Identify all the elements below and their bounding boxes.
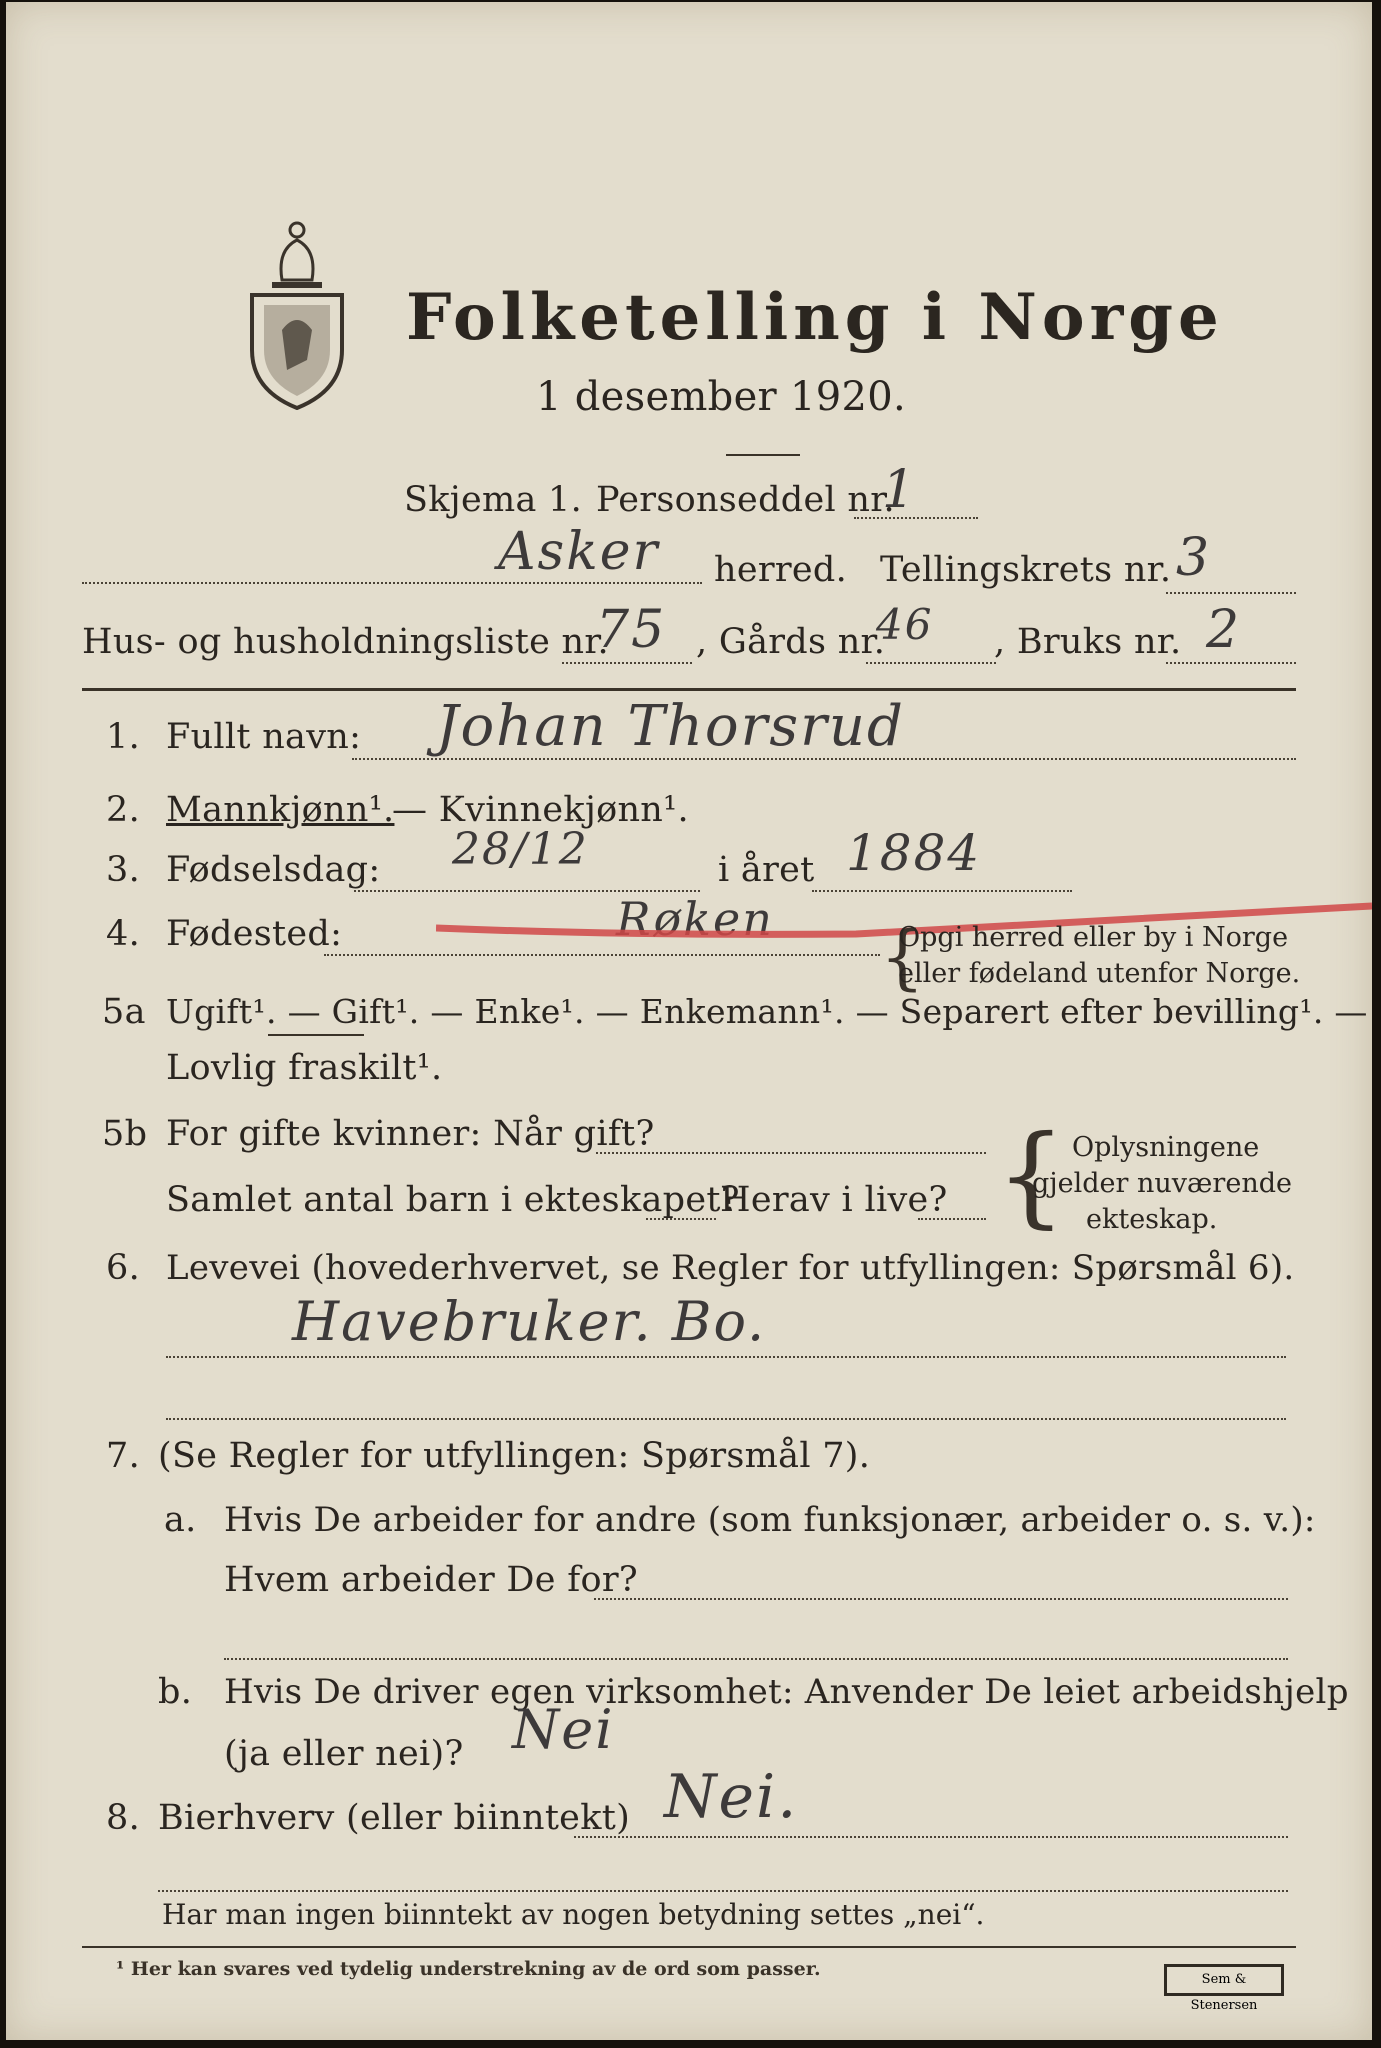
q5b-alive-label: Herav i live? [720,1180,948,1220]
herred-label: herred. [714,550,848,590]
gift-underline [268,1034,364,1036]
q7-label: (Se Regler for utfyllingen: Spørsmål 7). [158,1436,871,1476]
q5b-children-label: Samlet antal barn i ekteskapet? [166,1180,740,1220]
male-option[interactable]: Mannkjønn¹. [166,790,395,830]
q7a-number: a. [164,1500,197,1540]
q5b-number: 5b [102,1114,148,1154]
q7-number: 7. [106,1436,140,1476]
q7a-line1: Hvis De arbeider for andre (som funksjonær, arbeider o. s. v.): [224,1500,1316,1540]
q4-label: Fødested: [166,914,343,954]
herred-value[interactable]: Asker [498,522,660,582]
q3-label: Fødselsdag: [166,850,381,890]
q1-number: 1. [106,717,140,757]
q7a-line2: Hvem arbeider De for? [224,1560,638,1600]
q3-number: 3. [106,850,140,890]
printer-stamp: Sem & Stenersen [1164,1964,1284,1996]
q5b-married-when-label: For gifte kvinner: Når gift? [166,1114,655,1154]
husholdning-value[interactable]: 75 [596,600,667,660]
personseddel-label: Personseddel nr. [596,480,895,520]
birth-date-value[interactable]: 28/12 [452,824,589,875]
birth-year-value[interactable]: 1884 [846,824,982,882]
census-date: 1 desember 1920. [536,374,906,420]
q6-number: 6. [106,1248,140,1288]
q7b-value[interactable]: Nei [512,1698,615,1761]
personseddel-value[interactable]: 1 [882,460,918,520]
schema-label: Skjema 1. [404,480,583,520]
gards-value[interactable]: 46 [876,600,934,649]
footer-rule [82,1946,1296,1948]
bruks-label: , Bruks nr. [994,622,1182,662]
q4-note-line2: eller fødeland utenfor Norge. [898,958,1301,989]
bruks-value[interactable]: 2 [1206,600,1242,660]
form-title: Folketelling i Norge [406,280,1224,355]
q2-number: 2. [106,790,140,830]
q7b-line1: Hvis De driver egen virksomhet: Anvender De leiet arbeidshjelp [224,1672,1349,1712]
husholdning-label: Hus- og husholdningsliste nr. [82,622,609,662]
birthplace-value[interactable]: Røken [616,892,774,946]
tellingskrets-label: Tellingskrets nr. [880,550,1172,590]
gards-label: , Gårds nr. [696,622,886,662]
q8-label: Bierhverv (eller biinntekt) [158,1798,631,1838]
tellingskrets-value[interactable]: 3 [1176,528,1212,588]
side-occupation-value[interactable]: Nei. [664,1762,799,1832]
q4-number: 4. [106,914,140,954]
q6-label: Levevei (hovederhvervet, se Regler for utfyllingen: Spørsmål 6). [166,1248,1295,1288]
header-rule [82,688,1296,691]
marital-status-options[interactable]: Ugift¹. — Gift¹. — Enke¹. — Enkemann¹. — Separert efter bevilling¹. — [166,992,1368,1031]
q5b-note-line1: Oplysningene [1072,1132,1260,1163]
q5b-note-line3: ekteskap. [1086,1204,1218,1235]
female-option[interactable]: — Kvinnekjønn¹. [392,790,689,830]
full-name-value[interactable]: Johan Thorsrud [436,694,905,759]
q1-label: Fullt navn: [166,717,362,757]
q7b-line2: (ja eller nei)? [224,1734,464,1774]
q8-number: 8. [106,1798,140,1838]
census-form-sheet: Folketelling i Norge 1 desember 1920. Skjema 1. Personseddel nr. 1 Asker herred. Tellingskrets nr. 3 Hus- og husholdningsliste nr. 75 , Gårds nr. 46 , Bruks nr. 2 1. Fullt navn: Johan Thorsrud 2. Mannkjønn¹. — Kvinnekjønn¹. 3. Fødselsdag: 28/12 i året 1884 4. Fødested: Røken { Opgi herred eller by i Norge eller fødeland utenfor Norge. 5a Ugift¹. — Gift¹. — Enke¹. — Enkemann¹. — Separert efter bevilling¹. — Lovlig fraskilt¹. 5b For gifte kvinner: Når gift? Samlet antal barn i ekteskapet? Herav i live? { Oplysningene gjelder nuværende ekteskap. 6. Levevei (hovederhvervet, se Regler for utfyllingen: Spørsmål 6). Havebruker. Bo. 7. (Se Regler for utfyllingen: Spørsmål 7). a. Hvis De arbeider for andre (som funksjonær, arbeider o. s. v.): Hvem arbeider De for? b. Hvis De driver egen virksomhet: Anvender De leiet arbeidshjelp (ja eller nei)? Nei 8. Bierhverv (eller biinntekt) Nei. Har man ingen biinntekt av nogen betydning settes „nei“. ¹ Her kan svares ved tydelig understrekning av de ord som passer. Sem & Stenersen [6,2,1372,2040]
footer-note: Har man ingen biinntekt av nogen betydning settes „nei“. [162,1898,985,1931]
q5a-number: 5a [102,992,146,1032]
q4-note-line1: Opgi herred eller by i Norge [898,922,1289,953]
lovlig-fraskilt-option[interactable]: Lovlig fraskilt¹. [166,1048,443,1088]
title-divider [726,454,800,456]
q3-year-label: i året [718,850,815,890]
occupation-value[interactable]: Havebruker. Bo. [292,1290,767,1353]
footnote: ¹ Her kan svares ved tydelig understrekning av de ord som passer. [116,1958,821,1980]
q5b-note-line2: gjelder nuværende [1032,1168,1292,1199]
q7b-number: b. [158,1672,193,1712]
norway-coat-of-arms-icon [242,210,352,410]
